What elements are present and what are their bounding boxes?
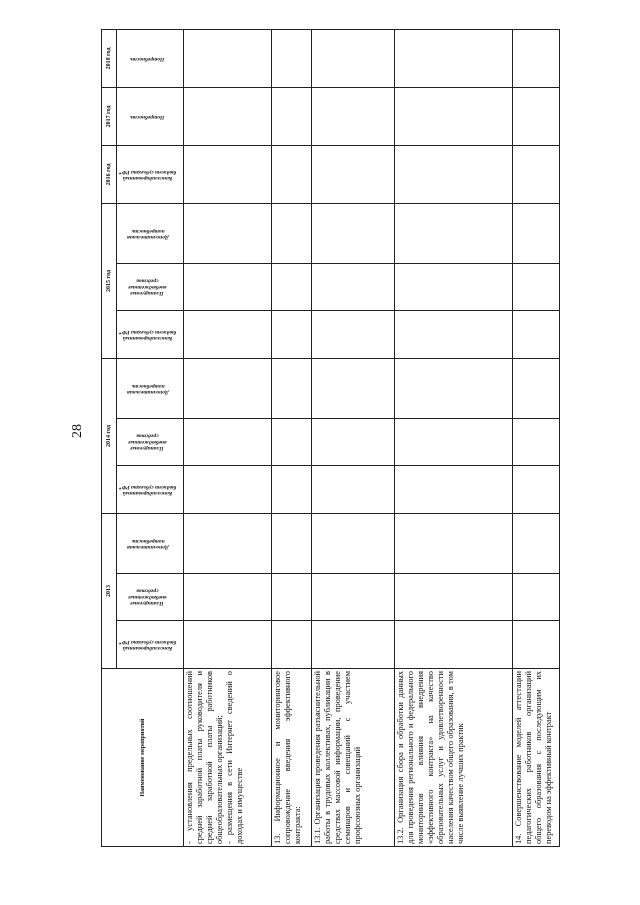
page-number: 28 [70,424,85,438]
activity-name: 13. Информационное и мониторинговое сопровождение введения эффективного контракта: [272,669,312,847]
funding-table [101,29,560,847]
table-row [272,29,312,846]
column-header: Консолидированный бюджет субъекта РФ* [117,621,184,669]
year-header: 2013 [102,513,117,668]
column-header: Потребность [117,87,184,145]
year-header: 2018 год [102,29,117,87]
column-header: Планируемые внебюджетные средства [117,574,184,621]
column-header: Планируемые внебюджетные средства [117,263,184,310]
column-header: Консолидированный бюджет субъекта РФ* [117,465,184,513]
year-header-row [102,29,117,846]
rotated-table-container [101,30,557,847]
activity-name: - установления предельных соотношений средней заработной платы руководителя и средней заработной платы работников общеобразовательных организаций; - размещения в сети Интернет сведений о доходах и имуществе [184,669,272,847]
activity-name: 13.1. Организация проведения разъяснительной работы в трудовых коллективах, публикации в средствах массовой информации, проведение семинаров и совещаний с участием профсоюзных организаций [312,669,395,847]
year-header: 2016 год [102,145,117,203]
column-header: Планируемые внебюджетные средства [117,418,184,465]
table-row [395,29,513,846]
activity-name: 14. Совершенствование моделей аттестации педагогических работников организаций общего образования с последующим их переводом на эффективный контракт [513,669,560,847]
column-header: Дополнительная потребность [117,513,184,573]
table-row [312,29,395,846]
table-row [513,29,560,846]
year-header: 2015 год [102,203,117,358]
column-header: Консолидированный бюджет субъекта РФ* [117,145,184,203]
name-column-header: Наименование мероприятий [102,669,184,847]
column-header: Консолидированный бюджет субъекта РФ* [117,310,184,358]
table-row [184,29,272,846]
column-header: Дополнительная потребность [117,203,184,263]
year-header: 2017 год [102,87,117,145]
year-header: 2014 год [102,358,117,513]
column-header: Потребность [117,29,184,87]
column-header: Дополнительная потребность [117,358,184,418]
activity-name: 13.2. Организация сбора и обработки данных для проведения регионального и федерального мониторингов влияния внедрения «эффективного контракта» на качество образовательных услуг и удовлетворенности населения качеством общего образования, в том числе выявление лучших практик [395,669,513,847]
